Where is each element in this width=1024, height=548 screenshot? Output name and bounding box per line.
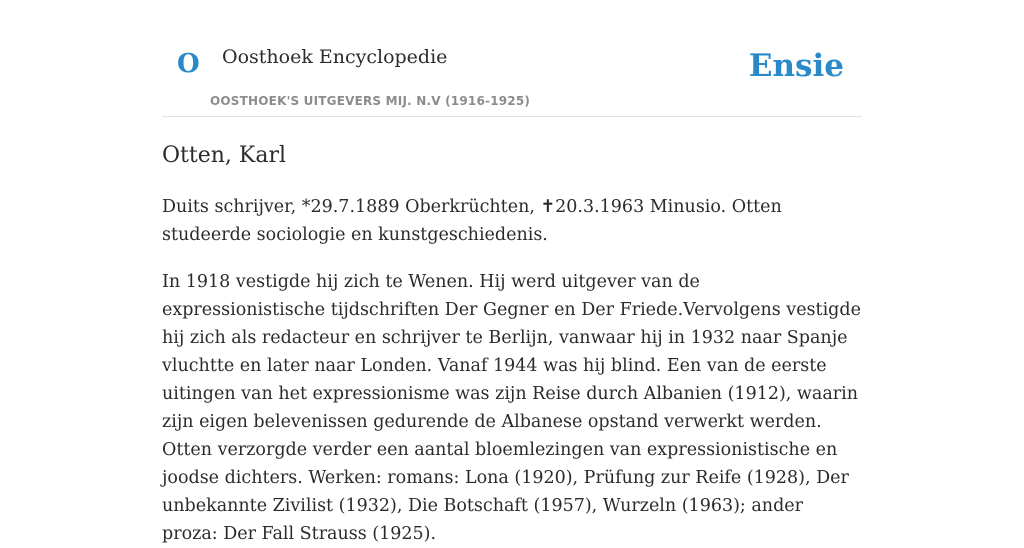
source-title[interactable]: Oosthoek Encyclopedie bbox=[222, 46, 448, 68]
entry-paragraph: In 1918 vestigde hij zich te Wenen. Hij werd uitgever van de expressionistische tijdschriften Der Gegner en Der Friede.Vervolgens vestigde hij zich als redacteur en schrijver te Berlijn, vanwaar hij in 1932 naar Spanje vluchtte en later naar Londen. Vanaf 1944 was hij blind. Een van de eerste uitingen van het expressionisme was zijn Reise durch Albanien (1912), waarin zijn eigen belevenissen gedurende de Albanese opstand verwerkt werden. Otten verzorgde verder een aantal bloemlezingen van expressionistische en joodse dichters. Werken: romans: Lona (1920), Prüfung zur Reife (1928), Der unbekannte Zivilist (1932), Die Botschaft (1957), Wurzeln (1963); ander proza: Der Fall Strauss (1925). bbox=[162, 272, 861, 545]
source-header bbox=[162, 0, 862, 117]
brand-logo-link[interactable]: Ensie bbox=[748, 48, 844, 84]
page-container bbox=[162, 0, 862, 548]
source-subtitle: OOSTHOEK'S UITGEVERS MIJ. N.V (1916-1925) bbox=[210, 94, 531, 108]
entry-paragraph: Duits schrijver, *29.7.1889 Oberkrüchten, ✝20.3.1963 Minusio. Otten studeerde sociologie en kunstgeschiedenis. bbox=[162, 197, 782, 246]
entry-body bbox=[162, 193, 862, 548]
source-logo[interactable]: O bbox=[177, 49, 200, 79]
entry-title: Otten, Karl bbox=[162, 143, 286, 168]
